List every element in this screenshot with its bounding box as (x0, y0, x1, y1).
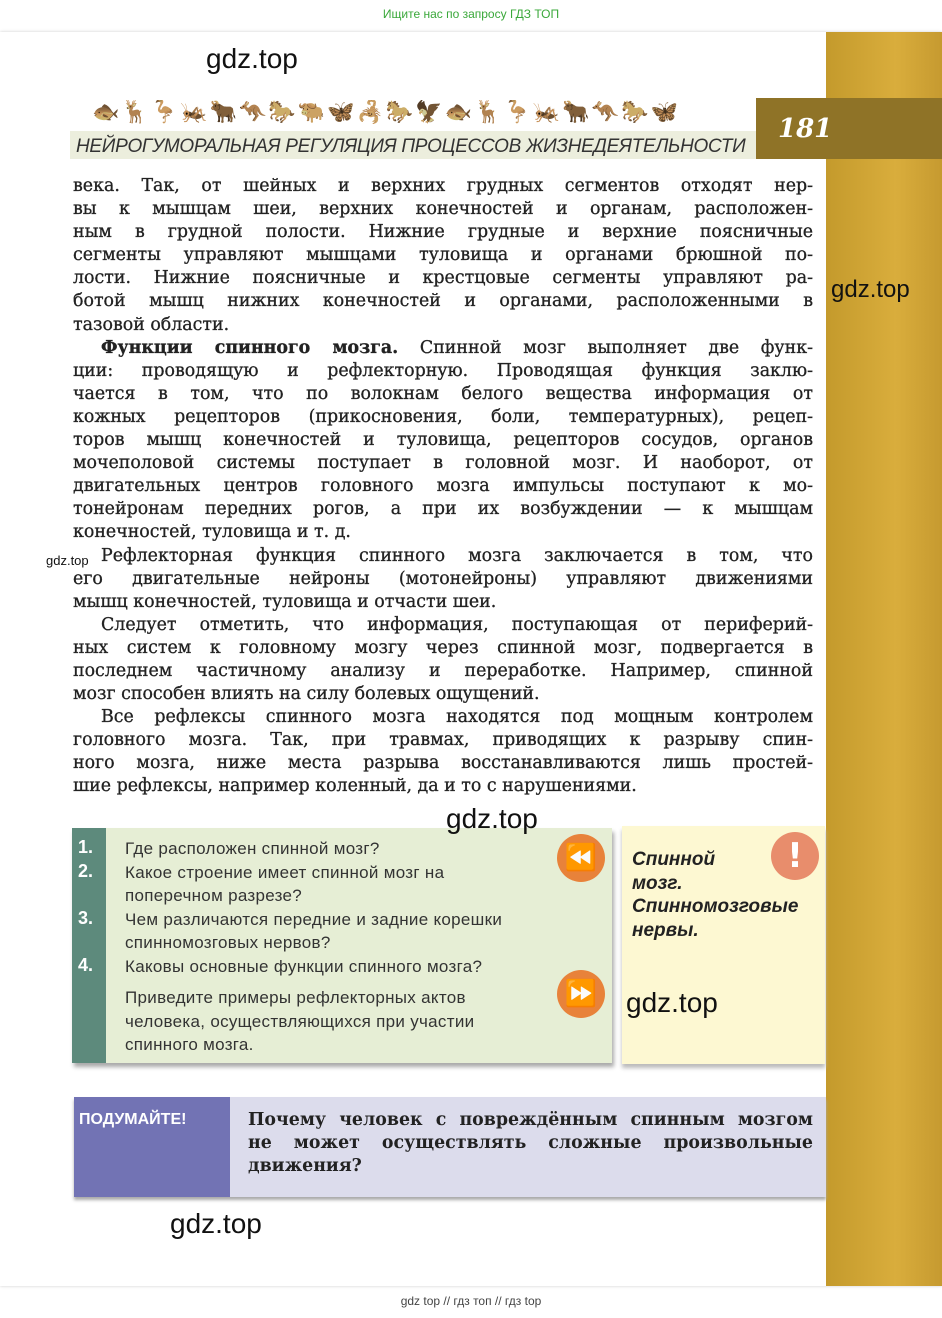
page-number: 181 (756, 98, 942, 159)
task-line: человека, осуществляющихся при участии (125, 1011, 475, 1031)
paragraph-line: Рефлекторная функция спинного мозга заключается в том, что (101, 545, 813, 566)
watermark: gdz.top (46, 553, 89, 568)
think-box (74, 1097, 826, 1197)
question-number: 4. (78, 954, 94, 975)
term: Функции спинного мозга. (101, 337, 399, 358)
watermark: gdz.top (446, 803, 538, 834)
paragraph-line: двигательных центров головного мозга импульсы поступают к мо- (73, 476, 813, 497)
question-line: Где расположен спинной мозг? (125, 839, 380, 858)
question-line: поперечном разрезе? (125, 886, 303, 905)
paragraph-line (73, 337, 813, 360)
question-number: 3. (78, 907, 94, 928)
paragraph-line: конечностей, туловища и т. д. (73, 522, 351, 543)
question-line: Каковы основные функции спинного мозга? (125, 956, 483, 976)
paragraph-line: ного мозга, ниже места разрыва восстанавливаются лишь простей- (73, 753, 813, 774)
paragraph-line: мышц конечностей, туловища и отчасти шеи. (73, 591, 497, 612)
paragraph-line: Все рефлексы спинного мозга находятся под мощным контролем (101, 707, 813, 728)
paragraph-line: ботой мышц нижних конечностей и органами, расположенными в (73, 291, 813, 312)
think-line: Почему человек с повреждённым спинным мозгом (248, 1110, 813, 1130)
keywords-box (622, 826, 825, 1064)
paragraph-line: ных систем к головному мозгу через спинной мозг, подвергается в (73, 637, 813, 658)
paragraph-line: шие рефлексы, например коленный, да и то с нарушениями. (73, 776, 637, 797)
chapter-header: НЕЙРОГУМОРАЛЬНАЯ РЕГУЛЯЦИЯ ПРОЦЕССОВ ЖИЗНЕДЕЯТЕЛЬНОСТИ (70, 131, 756, 159)
question-item (125, 861, 444, 908)
question-line: Какое строение имеет спинной мозг на (125, 862, 445, 882)
questions-box (72, 828, 612, 1063)
keyword: нервы. (632, 919, 699, 941)
think-line: движения? (248, 1156, 362, 1176)
top-note: Ищите нас по запросу ГДЗ ТОП (382, 7, 560, 21)
watermark: gdz.top (831, 276, 910, 303)
paragraph-line: кожных рецепторов (прикосновения, боли, температурных), рецеп- (73, 406, 813, 427)
task-line: спинного мозга. (125, 1035, 254, 1054)
bottom-note: gdz top // гдз топ // гдз top (400, 1294, 542, 1308)
rewind-icon: ⏪ (557, 834, 605, 882)
question-line: спинномозговых нервов? (125, 933, 331, 952)
question-number: 1. (78, 837, 94, 857)
text: Спинной мозг выполняет две функ- (398, 337, 813, 358)
paragraph-line: века. Так, от шейных и верхних грудных сегментов отходят нер- (73, 176, 813, 196)
task-text (125, 986, 474, 1057)
keyword: Спинномозговые (632, 896, 799, 917)
paragraph-line: Следует отметить, что информация, поступающая от периферий- (101, 614, 813, 635)
paragraph-line: его двигательные нейроны (мотонейроны) управляют движениями (73, 568, 813, 589)
watermark: gdz.top (626, 987, 718, 1018)
watermark: gdz.top (206, 43, 298, 74)
paragraph-line: тазовой области. (73, 314, 230, 335)
keyword: Спинной (632, 849, 716, 870)
animal-strip-icon: 🐟🦌🦩🦗🐂🦘🐎🐃🦋🦂🐎🦅🐟🦌🦩🦗🐂🦘🐎🦋 (92, 100, 680, 125)
think-line: не может осуществлять сложные произвольные (248, 1133, 813, 1153)
question-line: Чем различаются передние и задние корешки (125, 909, 503, 929)
paragraph-line: головного мозга. Так, при травмах, приводящих к разрыву спин- (73, 730, 813, 751)
paragraph-line: мозг способен влиять на силу болевых ощущений. (73, 684, 540, 705)
paragraph-line: лости. Нижние поясничные и крестцовые сегменты управляют ра- (73, 268, 813, 289)
paragraph-line: сегменты управляют мышцами туловища и органами брюшной по- (73, 245, 813, 266)
task-line: Приведите примеры рефлекторных актов (125, 988, 466, 1007)
exclamation-icon: ! (771, 832, 819, 880)
question-item (125, 837, 380, 861)
paragraph-line: чается в том, что по волокнам белого вещества информация от (73, 383, 813, 404)
question-item (125, 908, 502, 955)
paragraph-line: мочеполовой системы поступает в головной мозг. И наоборот, от (73, 453, 813, 474)
paragraph-line: последнем частичному анализу и переработке. Например, спинной (73, 660, 813, 681)
question-number: 2. (78, 860, 94, 881)
body-text (73, 175, 813, 799)
paragraph-line: ции: проводящую и рефлекторную. Проводящая функция заклю- (73, 360, 813, 381)
page-margin-strip (826, 32, 942, 1286)
paragraph-line: ным в грудной полости. Нижние грудные и верхние поясничные (73, 222, 813, 243)
think-label: ПОДУМАЙТЕ! (74, 1097, 230, 1197)
paragraph-line: вы к мышцам шеи, верхних конечностей и органам, расположен- (73, 199, 813, 220)
paragraph-line: тонейронам передних рогов, а при их возбуждении — к мышцам (73, 499, 813, 520)
keyword: мозг. (632, 872, 683, 894)
watermark: gdz.top (170, 1208, 262, 1239)
paragraph-line: торов мышц конечностей и туловища, рецепторов сосудов, органов (73, 430, 813, 451)
fast-forward-icon: ⏩ (557, 970, 605, 1018)
question-item (125, 955, 482, 979)
